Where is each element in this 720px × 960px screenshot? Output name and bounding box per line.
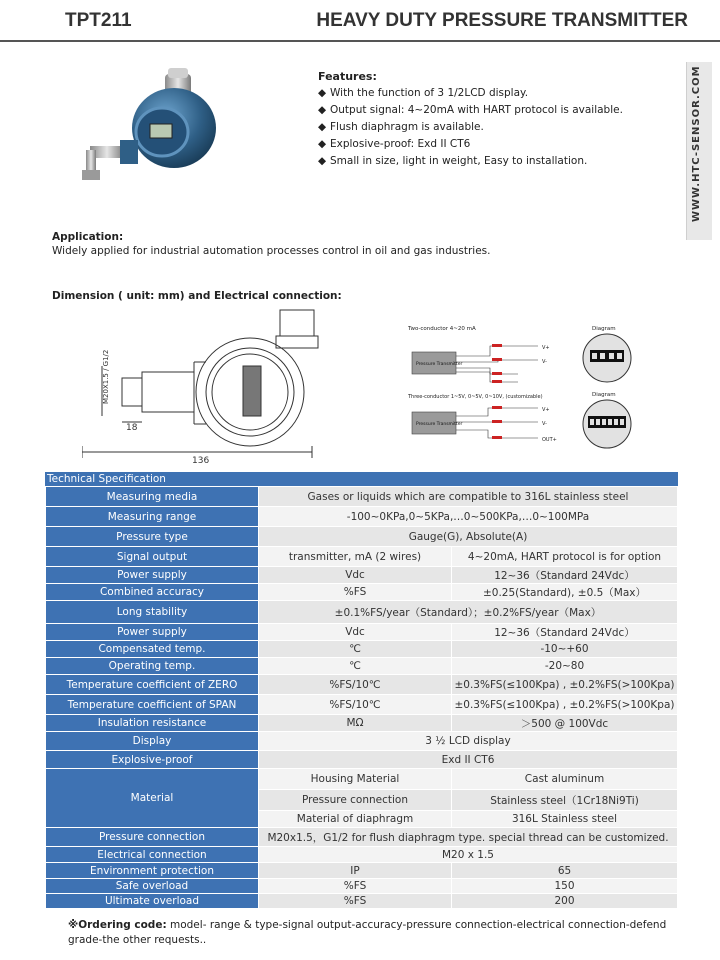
row-label: Compensated temp. [46,641,259,658]
three-conductor-label: Three-conductor 1~5V, 0~5V, 0~10V, (customizable) [408,394,543,400]
features-section [318,68,623,170]
feature-item: ◆ Flush diaphragm is available. [318,119,623,136]
website-url: WWW.HTC-SENSOR.COM [691,65,702,222]
row-label: Environment protection [46,863,259,879]
dimension-width-label: 136 [192,456,210,466]
transmitter-box-label-2: Pressure Transmitter [416,422,463,427]
row-value: 4~20mA, HART protocol is for option [452,547,678,567]
dimension-drawing [82,306,334,466]
row-value: ±0.3%FS(≤100Kpa) , ±0.2%FS(>100Kpa) [452,675,678,695]
table-row [46,847,678,863]
material-label: Material [46,769,259,828]
row-value: M20 x 1.5 [259,847,678,863]
end3-v-plus: V+ [542,407,550,413]
table-row [46,715,678,732]
table-row [46,567,678,584]
diamond-bullet-icon: ◆ [318,87,327,99]
ordering-code [68,918,688,948]
row-label: Power supply [46,567,259,584]
row-value: %FS [259,894,452,909]
table-row [46,527,678,547]
table-row [46,828,678,847]
model-number: TPT211 [65,10,132,31]
end-v-plus: V+ [542,345,550,351]
website-side-tab [686,62,712,240]
row-value: 200 [452,894,678,909]
row-value: Vdc [259,567,452,584]
row-value: ℃ [259,658,452,675]
table-row [46,879,678,894]
document-title: HEAVY DUTY PRESSURE TRANSMITTER [316,10,688,31]
row-value: 12~36（Standard 24Vdc） [452,567,678,584]
diagram-label-2: Diagram [592,392,616,398]
row-label: Measuring range [46,507,259,527]
row-value: 150 [452,879,678,894]
table-row [46,695,678,715]
row-value: 65 [452,863,678,879]
product-photo [80,66,228,191]
row-value: M20x1.5，G1/2 for flush diaphragm type. special thread can be customized. [259,828,678,847]
dimension-thread-label: 18 [126,423,138,433]
end-v-minus: V- [542,359,547,365]
row-value: Material of diaphragm [259,811,452,828]
wiring-diagram [408,322,560,452]
row-label: Insulation resistance [46,715,259,732]
table-row [46,547,678,567]
row-label: Pressure connection [46,828,259,847]
row-value: -100~0KPa,0~5KPa,…0~500KPa,…0~100MPa [259,507,678,527]
ordering-code-label: ※Ordering code: [68,919,167,931]
row-value: ±0.3%FS(≤100Kpa) , ±0.2%FS(>100Kpa) [452,695,678,715]
row-value: ℃ [259,641,452,658]
table-row [46,601,678,624]
row-value: Pressure connection [259,790,452,811]
tech-spec-table [45,486,678,909]
row-value: 316L Stainless steel [452,811,678,828]
feature-item: ◆ Explosive-proof: Exd II CT6 [318,136,623,153]
row-value: Exd II CT6 [259,751,678,769]
dimension-title: Dimension ( unit: mm) and Electrical connection: [52,290,342,302]
row-label: Explosive-proof [46,751,259,769]
row-label: Signal output [46,547,259,567]
row-value: Gauge(G), Absolute(A) [259,527,678,547]
row-value: Gases or liquids which are compatible to 316L stainless steel [259,487,678,507]
row-label: Ultimate overload [46,894,259,909]
row-value: MΩ [259,715,452,732]
row-label: Temperature coefficient of ZERO [46,675,259,695]
application-section [52,230,490,258]
two-conductor-label: Two-conductor 4~20 mA [408,326,476,332]
table-row [46,675,678,695]
row-value: Vdc [259,624,452,641]
row-label: Safe overload [46,879,259,894]
terminal-diagrams [576,322,638,452]
row-label: Operating temp. [46,658,259,675]
row-value: %FS [259,584,452,601]
row-value: 12~36（Standard 24Vdc） [452,624,678,641]
diamond-bullet-icon: ◆ [318,104,327,116]
row-label: Temperature coefficient of SPAN [46,695,259,715]
table-row [46,624,678,641]
end3-v-minus: V- [542,421,547,427]
row-label: Long stability [46,601,259,624]
table-row [46,507,678,527]
diagram-label-1: Diagram [592,326,616,332]
row-value: 3 ½ LCD display [259,732,678,751]
header-divider [0,40,720,42]
ordering-code-text: model- range & type-signal output-accuracy-pressure connection-electrical connection-defend grade-the other requests.. [68,919,667,946]
features-list [318,85,623,170]
row-label: Electrical connection [46,847,259,863]
feature-item: ◆ With the function of 3 1/2LCD display. [318,85,623,102]
table-row [46,487,678,507]
row-value: -10~+60 [452,641,678,658]
feature-item: ◆ Small in size, light in weight, Easy to installation. [318,153,623,170]
table-row [46,894,678,909]
table-row [46,732,678,751]
dimension-side-label: M20X1.5 / G1/2 [102,349,110,404]
row-value: Stainless steel（1Cr18Ni9Ti) [452,790,678,811]
row-value: -20~80 [452,658,678,675]
transmitter-box-label: Pressure Transmitter [416,362,463,367]
row-label: Combined accuracy [46,584,259,601]
row-label: Pressure type [46,527,259,547]
table-row [46,863,678,879]
table-row [46,658,678,675]
features-heading: Features: [318,70,377,83]
application-text: Widely applied for industrial automation processes control in oil and gas industries. [52,245,491,257]
row-value: transmitter, mA (2 wires) [259,547,452,567]
feature-item: ◆ Output signal: 4~20mA with HART protocol is available. [318,102,623,119]
end3-out-plus: OUT+ [542,437,557,443]
row-value: Housing Material [259,769,452,790]
row-label: Power supply [46,624,259,641]
diamond-bullet-icon: ◆ [318,155,327,167]
row-value: %FS/10℃ [259,695,452,715]
row-label: Measuring media [46,487,259,507]
row-value: IP [259,863,452,879]
table-row [46,769,678,790]
row-value: %FS/10℃ [259,675,452,695]
row-value: Cast aluminum [452,769,678,790]
row-value: ±0.25(Standard), ±0.5（Max） [452,584,678,601]
row-value: ±0.1%FS/year（Standard）；±0.2%FS/year（Max） [259,601,678,624]
row-label: Display [46,732,259,751]
row-value: ＞500 @ 100Vdc [452,715,678,732]
diamond-bullet-icon: ◆ [318,121,327,133]
row-value: %FS [259,879,452,894]
table-row [46,584,678,601]
table-row [46,751,678,769]
tech-spec-heading: Technical Specification [45,472,678,486]
diamond-bullet-icon: ◆ [318,138,327,150]
application-heading: Application: [52,231,124,243]
table-row [46,641,678,658]
